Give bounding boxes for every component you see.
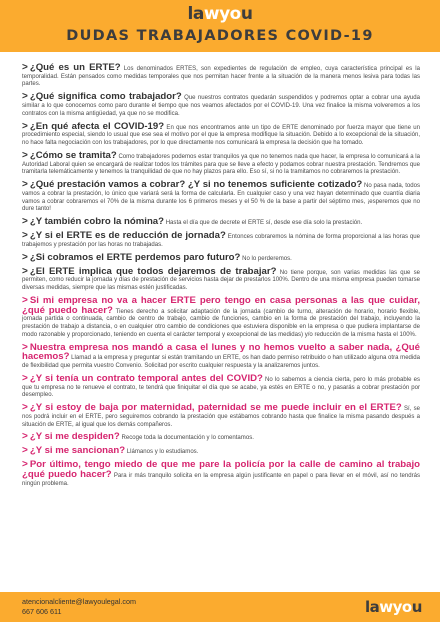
logo-part: la (187, 4, 204, 24)
answer-text: Llámanos y lo estudiamos. (126, 449, 199, 456)
qa-item (22, 64, 420, 89)
qa-item (22, 232, 420, 249)
bullet-arrow-icon: > (22, 372, 28, 384)
question-text: ¿Qué significa como trabajador? (29, 91, 182, 103)
qa-list (22, 64, 420, 493)
answer-text: Para ir más tranquilo solicita en la empresa algún justificante en papel o para llevar en el móvil, así no tendrás ningún problema. (22, 472, 420, 487)
bullet-arrow-icon: > (22, 445, 28, 457)
question-text: Por último, tengo miedo de que me pare la policía por la calle de camino al trabajo ¿qué puedo hacer? (22, 459, 420, 480)
question-text: ¿Y si el ERTE es de reducción de jornada? (29, 230, 226, 242)
bullet-arrow-icon: > (22, 459, 28, 471)
answer-text: No lo sabemos a ciencia cierta, pero lo más probable es que tu empresa no te renueve el contrato, te tendrá que finiquitar el día que se acabe, ya estés en ERTE o no, y pasarás a cobrar prestación por desempleo. (22, 376, 420, 399)
logo-part-accent: wyo (379, 598, 412, 616)
bullet-arrow-icon: > (22, 62, 28, 73)
contact-email[interactable]: atencionalcliente@lawyoulegal.com (22, 597, 136, 606)
question-text: ¿Cómo se tramita? (29, 149, 117, 161)
question-text: ¿Qué prestación vamos a cobrar? ¿Y si no tenemos suficiente cotizado? (29, 179, 363, 191)
answer-text: Recoge toda la documentación y lo comentamos. (121, 435, 254, 442)
bullet-arrow-icon: > (22, 179, 28, 191)
bullet-arrow-icon: > (22, 265, 28, 277)
answer-text: Que nuestros contratos quedarán suspendidos y podremos optar a cobrar una ayuda similar a lo que conocemos como paro durante el tiempo que nos veamos afectados por el COVID-19. Una vez finalice la misma volveremos a los contratos con la misma antigüedad, ya que no se modifica. (22, 95, 420, 117)
question-text: ¿Y también cobro la nómina? (29, 216, 164, 228)
qa-item (22, 251, 420, 264)
answer-text: Tienes derecho a solicitar adaptación de la jornada (cambio de turno, alteración de horario, horario flexible, jornada partida o continuada, cambio de centro de trabajo, cambio de funciones, cambio en la forma de prestación del trabajo, incluyendo la prestación de trabajo a distancia, o en cualquier otro cambio de condiciones que estuviera disponible en la empresa o que pudiera implantarse de modo razonable y proporcionado, teniendo en cuenta el carácter temporal y excepcional de las medidas) y/o reducción de la misma hasta el 100%. (22, 308, 420, 338)
contact-phone[interactable]: 667 606 611 (22, 607, 62, 616)
bullet-arrow-icon: > (22, 120, 28, 132)
question-text: ¿Si cobramos el ERTE perdemos paro futuro? (29, 251, 241, 263)
bullet-arrow-icon: > (22, 402, 28, 414)
logo-part: u (411, 598, 422, 616)
page-title: DUDAS TRABAJADORES COVID-19 (66, 28, 374, 44)
qa-item (22, 372, 420, 400)
qa-item (22, 433, 420, 443)
contact-info (22, 597, 136, 617)
answer-text: Como trabajadores podemos estar tranquilos ya que no tenemos nada que hacer, la empresa lo comunicará a la Autoridad Laboral quien se encargará de realizar todos los trámites para que se lleve a efecto y podamos cobrar nuestra prestación. Tendremos que tramitarla telemáticamente y tenemos la tranquilidad de que no hay plazos para ello. Eso sí, si no la tramitamos no cobraremos la prestación. (22, 153, 420, 176)
answer-text: No lo perderemos. (242, 255, 292, 262)
qa-item (22, 461, 420, 488)
qa-item (22, 218, 420, 228)
qa-item (22, 294, 420, 340)
footer-logo (365, 598, 422, 616)
question-text: Nuestra empresa nos mandó a casa el lunes y no hemos vuelto a saber nada, ¿Qué hacemos? (22, 341, 420, 363)
logo-part: la (365, 598, 380, 616)
answer-text: Sí, se nos podrá incluir en el ERTE, pero seguiremos cobrando la prestación que estábamos cobrando hasta que finalice la misma pasando después a situación de ERTE, al igual que los demás compañeros. (22, 406, 420, 428)
bullet-arrow-icon: > (22, 216, 28, 228)
question-text: ¿Y si me despiden? (29, 431, 120, 443)
bullet-arrow-icon: > (22, 251, 28, 263)
answer-text: En que nos encontramos ante un tipo de ERTE denominado por fuerza mayor que tiene un procedimiento especial, siendo lo usual que ese sea el motivo por el que la empresa modifique la situación. Debido a lo excepcional de la situación, no hace falta negociación con los trabajadores, por lo que directamente nos comunicará la empresa la decisión que ha tomado. (22, 124, 420, 146)
bullet-arrow-icon: > (22, 341, 28, 353)
answer-text: Llamad a la empresa y preguntar si están tramitando un ERTE, os han dado permiso retribuido o han utilizado alguna otra medida de flexibilidad que permita vuestro Convenio. Solicitad por escrito cualquier respuesta y la analizaremos juntos. (22, 355, 420, 369)
qa-item (22, 93, 420, 118)
bullet-arrow-icon: > (22, 91, 28, 103)
logo-part: u (240, 4, 253, 24)
bullet-arrow-icon: > (22, 294, 28, 306)
brand-logo (0, 4, 440, 24)
question-text: ¿Y si estoy de baja por maternidad, paternidad se me puede incluir en el ERTE? (29, 402, 402, 414)
qa-item (22, 120, 420, 148)
bullet-arrow-icon: > (22, 431, 28, 443)
bullet-arrow-icon: > (22, 149, 28, 161)
qa-item (22, 341, 420, 371)
bullet-arrow-icon: > (22, 230, 28, 242)
qa-item (22, 404, 420, 429)
answer-text: No pasa nada, todos vamos a cobrar la prestación, lo único que variará será la forma de calcularla. En cualquier caso y una vez hayan determinado que cuantía diaria vamos a cobrar cobraremos el 70% de la misma durante los 6 primeros meses y el 50 % de la base a partir del séptimo mes, ¡esperemos que no dure tanto! (22, 183, 420, 213)
answer-text: Los denominados ERTES, son expedientes de regulación de empleo, cuya característica principal es la temporalidad. Están pensados como medidas temporales que nos permitan hacer frente a la situación de la manera menos lesiva para todas las partes. (22, 66, 420, 88)
question-text: ¿El ERTE implica que todos dejaremos de trabajar? (29, 265, 277, 277)
question-text: ¿Y si me sancionan? (29, 445, 126, 457)
qa-item (22, 181, 420, 214)
answer-text: No tiene porque, son varias medidas las que se permiten, como reducir la jornada y días de prestación de servicios hasta dejar de prestarlos 100%. Dentro de una misma empresa pueden tomarse diversas medidas, siempre que las mismas estén justificadas. (22, 269, 420, 291)
qa-item (22, 149, 420, 177)
qa-item (22, 447, 420, 457)
answer-text: Hasta el día que de decrete el ERTE sí, desde ese día solo la prestación. (165, 220, 363, 227)
question-text: Si mi empresa no va a hacer ERTE pero tengo en casa personas a las que cuidar, ¿qué puedo hacer? (22, 294, 420, 316)
answer-text: Entonces cobraremos la nómina de forma proporcional a las horas que trabajemos y prestación por las horas no trabajadas. (22, 234, 421, 248)
question-text: ¿Qué es un ERTE? (29, 62, 121, 73)
question-text: ¿Y si tenía un contrato temporal antes del COVID? (29, 372, 263, 384)
question-text: ¿En qué afecta el COVID-19? (29, 120, 165, 132)
qa-item (22, 265, 420, 293)
logo-part-accent: wyo (203, 4, 241, 24)
